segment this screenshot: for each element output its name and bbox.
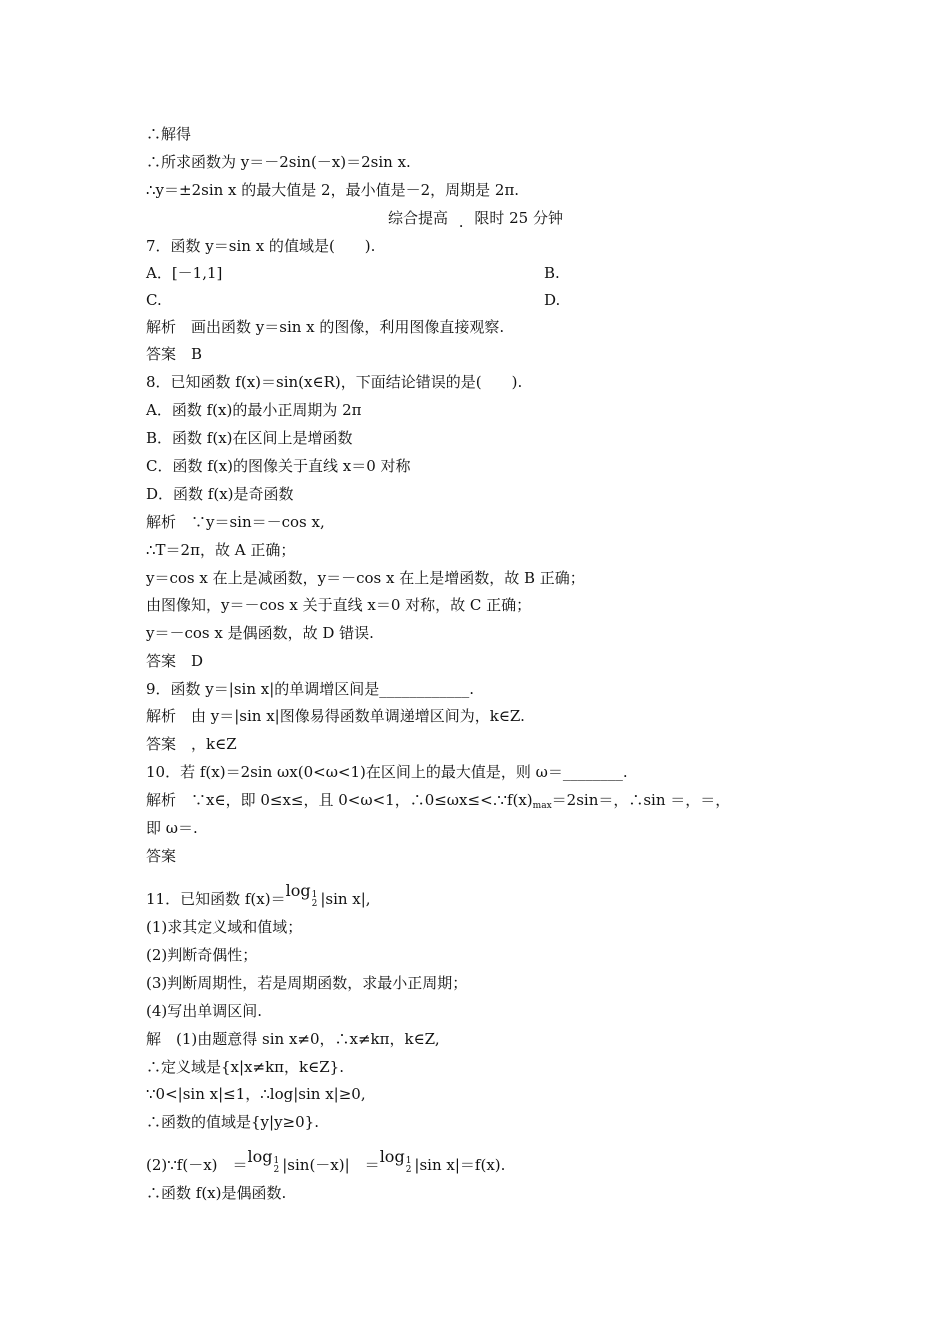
question-11: 11．已知函数 f(x)＝log 1 2 |sin x|, — [146, 881, 371, 909]
text-line: ∴所求函数为 y＝－2sin(－x)＝2sin x. — [146, 153, 411, 171]
question-8: 8．已知函数 f(x)＝sin(x∈R)，下面结论错误的是( ). — [146, 373, 523, 391]
section-title: 综合提高 . 限时 25 分钟 — [388, 209, 563, 231]
option-a: A．函数 f(x)的最小正周期为 2π — [146, 401, 362, 419]
option-a: A．[－1,1] — [146, 264, 223, 282]
text-line: (2)∵f(－x) ＝log 1 2 |sin(－x)| ＝log 1 2 |sin x|＝f(x). — [146, 1147, 506, 1175]
question-10: 10．若 f(x)＝2sin ωx(0<ω<1)在区间上的最大值是，则 ω＝________. — [146, 763, 628, 781]
log-base-fraction: 1 2 — [311, 890, 318, 909]
log-base-fraction: 1 2 — [405, 1156, 412, 1175]
text-line: ∴函数 f(x)是偶函数. — [146, 1184, 287, 1202]
text-line: ∴定义域是{x|x≠kπ，k∈Z}. — [146, 1058, 344, 1076]
solution: 解 (1)由题意得 sin x≠0，∴x≠kπ，k∈Z, — [146, 1030, 440, 1048]
text-line: (4)写出单调区间. — [146, 1002, 263, 1020]
question-9: 9．函数 y＝|sin x|的单调增区间是____________. — [146, 680, 475, 698]
text-line: (3)判断周期性，若是周期函数，求最小正周期； — [146, 974, 468, 992]
answer: 答案 B — [146, 345, 203, 363]
option-c: C. — [146, 291, 162, 309]
option-d: D. — [544, 291, 561, 309]
text-line: 即 ω＝. — [146, 819, 198, 837]
analysis: 解析 画出函数 y＝sin x 的图像，利用图像直接观察. — [146, 318, 505, 336]
text-line: ∴函数的值域是{y|y≥0}. — [146, 1113, 319, 1131]
analysis: 解析 ∵y＝sin＝－cos x, — [146, 513, 325, 531]
text-line: ∵0<|sin x|≤1，∴log|sin x|≥0, — [146, 1085, 366, 1103]
text-line: ∴y＝±2sin x 的最大值是 2，最小值是－2，周期是 2π. — [146, 181, 520, 199]
log-symbol: log — [285, 881, 311, 900]
answer: 答案 ，k∈Z — [146, 735, 237, 753]
text-line: y＝－cos x 是偶函数，故 D 错误. — [146, 624, 374, 642]
text-line: y＝cos x 在上是减函数，y＝－cos x 在上是增函数，故 B 正确； — [146, 569, 585, 587]
text-line: (2)判断奇偶性； — [146, 946, 258, 964]
text-line: 由图像知，y＝－cos x 关于直线 x＝0 对称，故 C 正确； — [146, 596, 532, 614]
answer: 答案 D — [146, 652, 204, 670]
answer: 答案 — [146, 847, 177, 865]
text-line: ∴T＝2π，故 A 正确； — [146, 541, 296, 559]
text-line: (1)求其定义域和值域； — [146, 918, 303, 936]
option-d: D．函数 f(x)是奇函数 — [146, 485, 294, 503]
option-c: C．函数 f(x)的图像关于直线 x＝0 对称 — [146, 457, 411, 475]
log-base-fraction: 1 2 — [273, 1156, 280, 1175]
option-b: B. — [544, 264, 560, 282]
log-symbol: log — [379, 1147, 405, 1166]
analysis: 解析 ∵x∈，即 0≤x≤，且 0<ω<1，$\therefore 0\le\omega x\le<.\because f(x)_{max}=2\sin=$，∴sin ＝，＝， — [146, 791, 731, 811]
option-b: B．函数 f(x)在区间上是增函数 — [146, 429, 353, 447]
analysis: 解析 由 y＝|sin x|图像易得函数单调递增区间为，k∈Z. — [146, 707, 525, 725]
log-symbol: log — [247, 1147, 273, 1166]
question-7: 7．函数 y＝sin x 的值域是( ). — [146, 237, 376, 255]
text-line: ∴解得 — [146, 125, 192, 143]
